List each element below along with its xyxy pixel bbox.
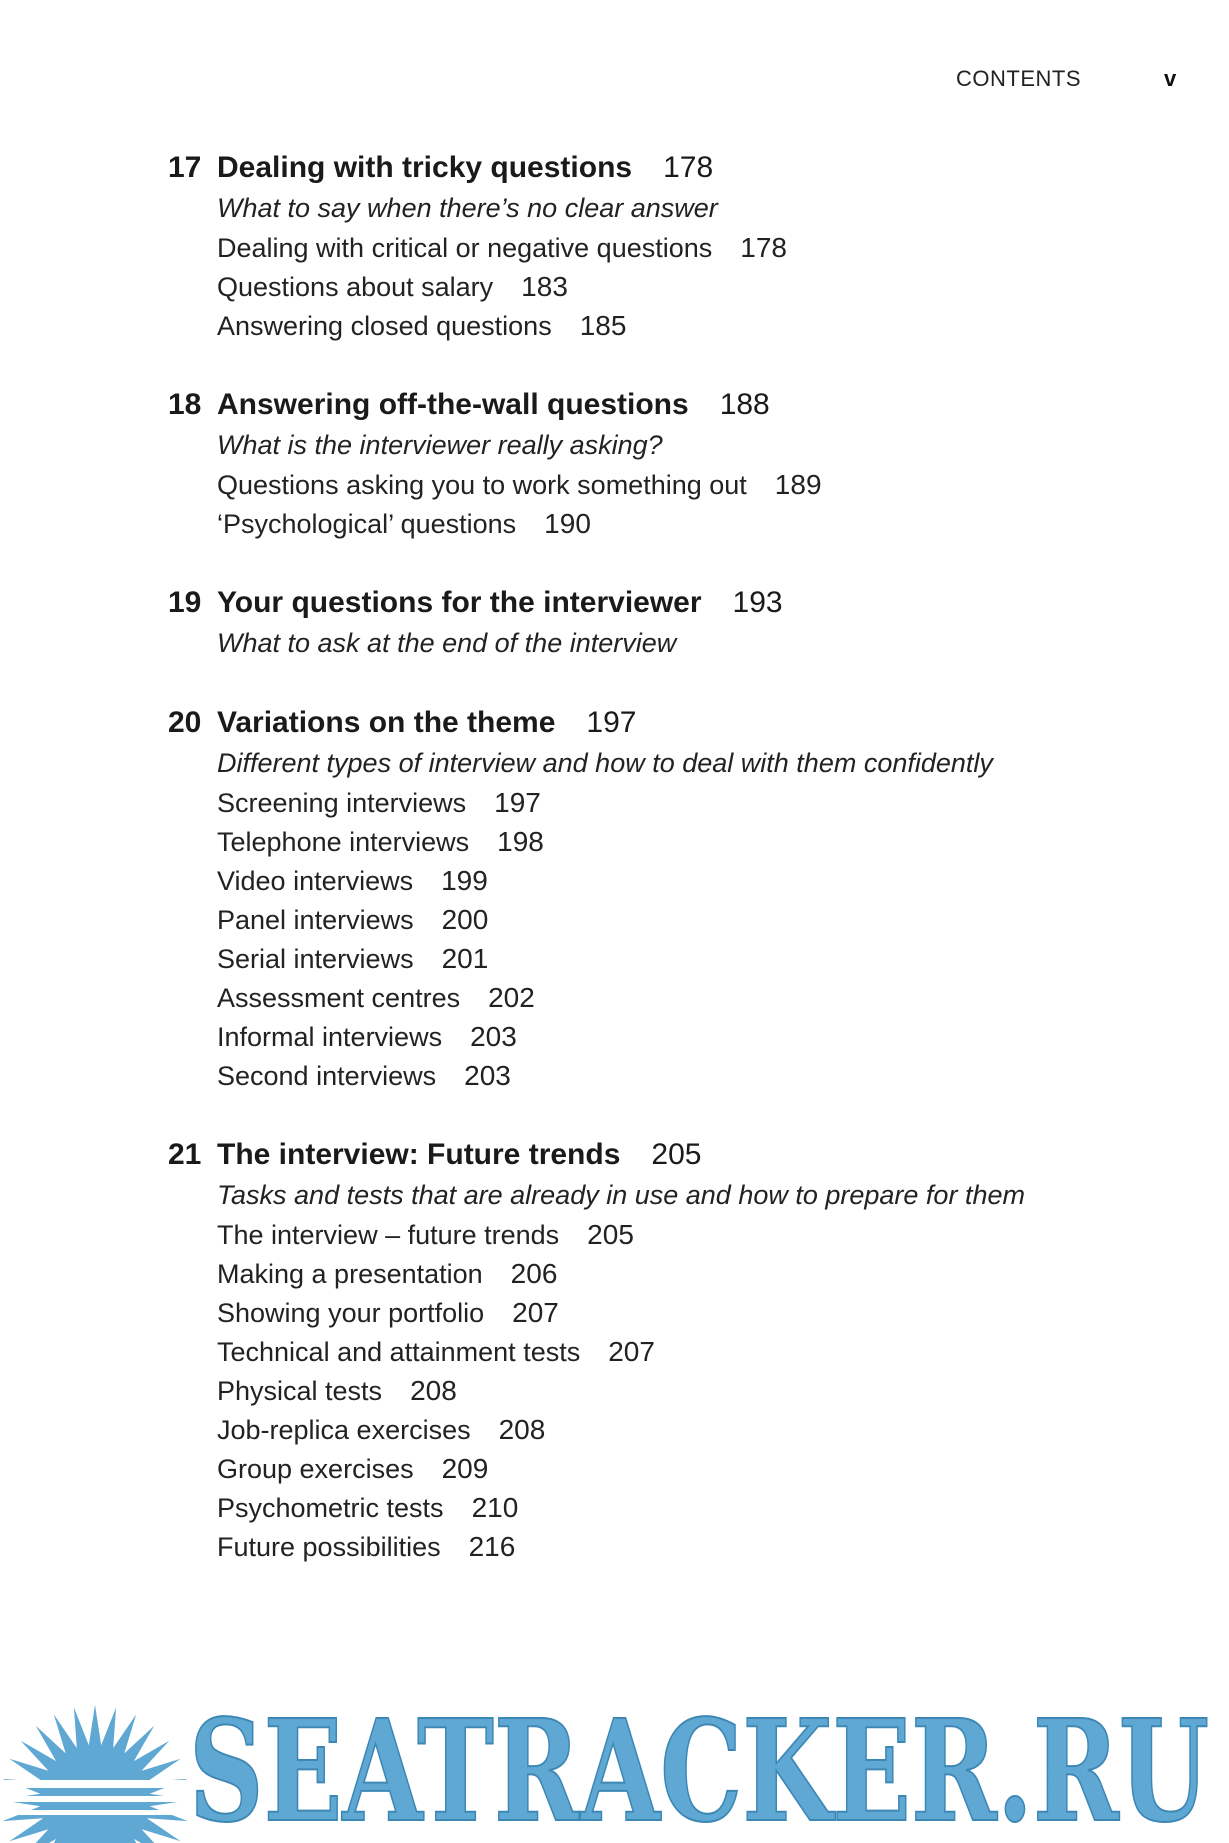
entry-label: Technical and attainment tests xyxy=(217,1337,581,1367)
entry-page: 209 xyxy=(441,1453,489,1484)
toc-entry[interactable] xyxy=(217,1017,1168,1056)
page-number: v xyxy=(1164,66,1177,91)
chapter-20 xyxy=(168,701,1168,1095)
toc-entry[interactable] xyxy=(217,267,1168,306)
toc-entry[interactable] xyxy=(217,1410,1168,1449)
toc-entry[interactable] xyxy=(217,900,1168,939)
entry-label: Psychometric tests xyxy=(217,1493,444,1523)
entry-label: The interview – future trends xyxy=(217,1220,560,1250)
watermark-text: SEATRACKER.RU xyxy=(189,1690,1209,1843)
chapter-page: 197 xyxy=(586,706,637,739)
entry-page: 198 xyxy=(497,826,544,857)
chapter-18 xyxy=(168,383,1168,543)
entry-page: 216 xyxy=(468,1531,516,1562)
entry-page: 207 xyxy=(608,1336,655,1367)
chapter-17 xyxy=(168,146,1168,345)
sun-logo-icon xyxy=(0,1705,190,1843)
chapter-page: 188 xyxy=(719,388,770,421)
entry-page: 189 xyxy=(774,469,822,500)
entry-page: 206 xyxy=(510,1258,558,1289)
toc-entry[interactable] xyxy=(217,1527,1168,1566)
toc-entry[interactable] xyxy=(217,1293,1168,1332)
watermark xyxy=(0,1660,1229,1843)
entry-page: 200 xyxy=(441,904,489,935)
entry-label: Panel interviews xyxy=(217,905,414,935)
entry-page: 199 xyxy=(441,865,488,896)
entry-label: Questions asking you to work something out xyxy=(217,470,747,500)
chapter-number: 17 xyxy=(168,151,202,184)
chapter-heading[interactable] xyxy=(168,146,1168,189)
chapter-description: What to say when there’s no clear answer xyxy=(217,193,718,223)
running-head: CONTENTS xyxy=(956,66,1081,91)
entry-label: Dealing with critical or negative questions xyxy=(217,233,713,263)
chapter-heading[interactable] xyxy=(168,1133,1168,1176)
chapter-number: 19 xyxy=(168,586,202,619)
chapter-title: Your questions for the interviewer xyxy=(217,586,702,619)
toc-entry[interactable] xyxy=(217,465,1168,504)
chapter-heading[interactable] xyxy=(168,581,1168,624)
entry-page: 208 xyxy=(410,1375,457,1406)
entry-page: 185 xyxy=(579,310,627,341)
chapter-19 xyxy=(168,581,1168,663)
chapter-page: 205 xyxy=(651,1138,702,1171)
toc-entry[interactable] xyxy=(217,1488,1168,1527)
chapter-heading[interactable] xyxy=(168,383,1168,426)
toc-entry[interactable] xyxy=(217,861,1168,900)
toc-entry[interactable] xyxy=(217,1215,1168,1254)
entry-page: 202 xyxy=(488,982,535,1013)
entry-page: 197 xyxy=(494,787,541,818)
toc-entry[interactable] xyxy=(217,1449,1168,1488)
entry-page: 205 xyxy=(587,1219,634,1250)
entry-label: Serial interviews xyxy=(217,944,414,974)
entry-label: Questions about salary xyxy=(217,272,494,302)
chapter-21 xyxy=(168,1133,1168,1566)
entry-label: Second interviews xyxy=(217,1061,437,1091)
chapter-page: 178 xyxy=(663,151,714,184)
chapter-description: What is the interviewer really asking? xyxy=(217,430,663,460)
entry-page: 178 xyxy=(740,232,787,263)
chapter-description: Tasks and tests that are already in use and how to prepare for them xyxy=(217,1180,1025,1210)
entry-page: 203 xyxy=(464,1060,511,1091)
entry-page: 210 xyxy=(471,1492,519,1523)
entry-label: Assessment centres xyxy=(217,983,461,1013)
chapter-number: 18 xyxy=(168,388,202,421)
entry-label: Screening interviews xyxy=(217,788,467,818)
entry-label: Video interviews xyxy=(217,866,414,896)
toc-entry[interactable] xyxy=(217,1254,1168,1293)
entry-label: Answering closed questions xyxy=(217,311,552,341)
entry-page: 207 xyxy=(512,1297,559,1328)
toc-entry[interactable] xyxy=(217,939,1168,978)
chapter-description: Different types of interview and how to deal with them confidently xyxy=(217,748,993,778)
toc-entry[interactable] xyxy=(217,783,1168,822)
chapter-number: 20 xyxy=(168,706,202,739)
toc-entry[interactable] xyxy=(217,228,1168,267)
entry-label: Group exercises xyxy=(217,1454,414,1484)
toc-entry[interactable] xyxy=(217,1371,1168,1410)
entry-label: Job-replica exercises xyxy=(217,1415,471,1445)
entry-label: Physical tests xyxy=(217,1376,383,1406)
entry-page: 201 xyxy=(441,943,489,974)
chapter-description: What to ask at the end of the interview xyxy=(217,628,677,658)
toc-entry[interactable] xyxy=(217,1332,1168,1371)
toc-entry[interactable] xyxy=(217,978,1168,1017)
entry-page: 203 xyxy=(470,1021,517,1052)
toc-entry[interactable] xyxy=(217,306,1168,345)
entry-page: 208 xyxy=(498,1414,546,1445)
chapter-heading[interactable] xyxy=(168,701,1168,744)
chapter-title: Answering off-the-wall questions xyxy=(217,388,689,421)
entry-page: 190 xyxy=(544,508,591,539)
chapter-page: 193 xyxy=(732,586,783,619)
chapter-title: Variations on the theme xyxy=(217,706,556,739)
chapter-number: 21 xyxy=(168,1138,202,1171)
entry-label: Telephone interviews xyxy=(217,827,470,857)
chapter-title: Dealing with tricky questions xyxy=(217,151,633,184)
entry-page: 183 xyxy=(521,271,568,302)
entry-label: Showing your portfolio xyxy=(217,1298,485,1328)
entry-label: ‘Psychological’ questions xyxy=(217,509,517,539)
entry-label: Future possibilities xyxy=(217,1532,441,1562)
toc-entry[interactable] xyxy=(217,504,1168,543)
entry-label: Informal interviews xyxy=(217,1022,443,1052)
toc-entry[interactable] xyxy=(217,1056,1168,1095)
table-of-contents xyxy=(168,146,1168,1604)
toc-entry[interactable] xyxy=(217,822,1168,861)
entry-label: Making a presentation xyxy=(217,1259,483,1289)
chapter-title: The interview: Future trends xyxy=(217,1138,621,1171)
